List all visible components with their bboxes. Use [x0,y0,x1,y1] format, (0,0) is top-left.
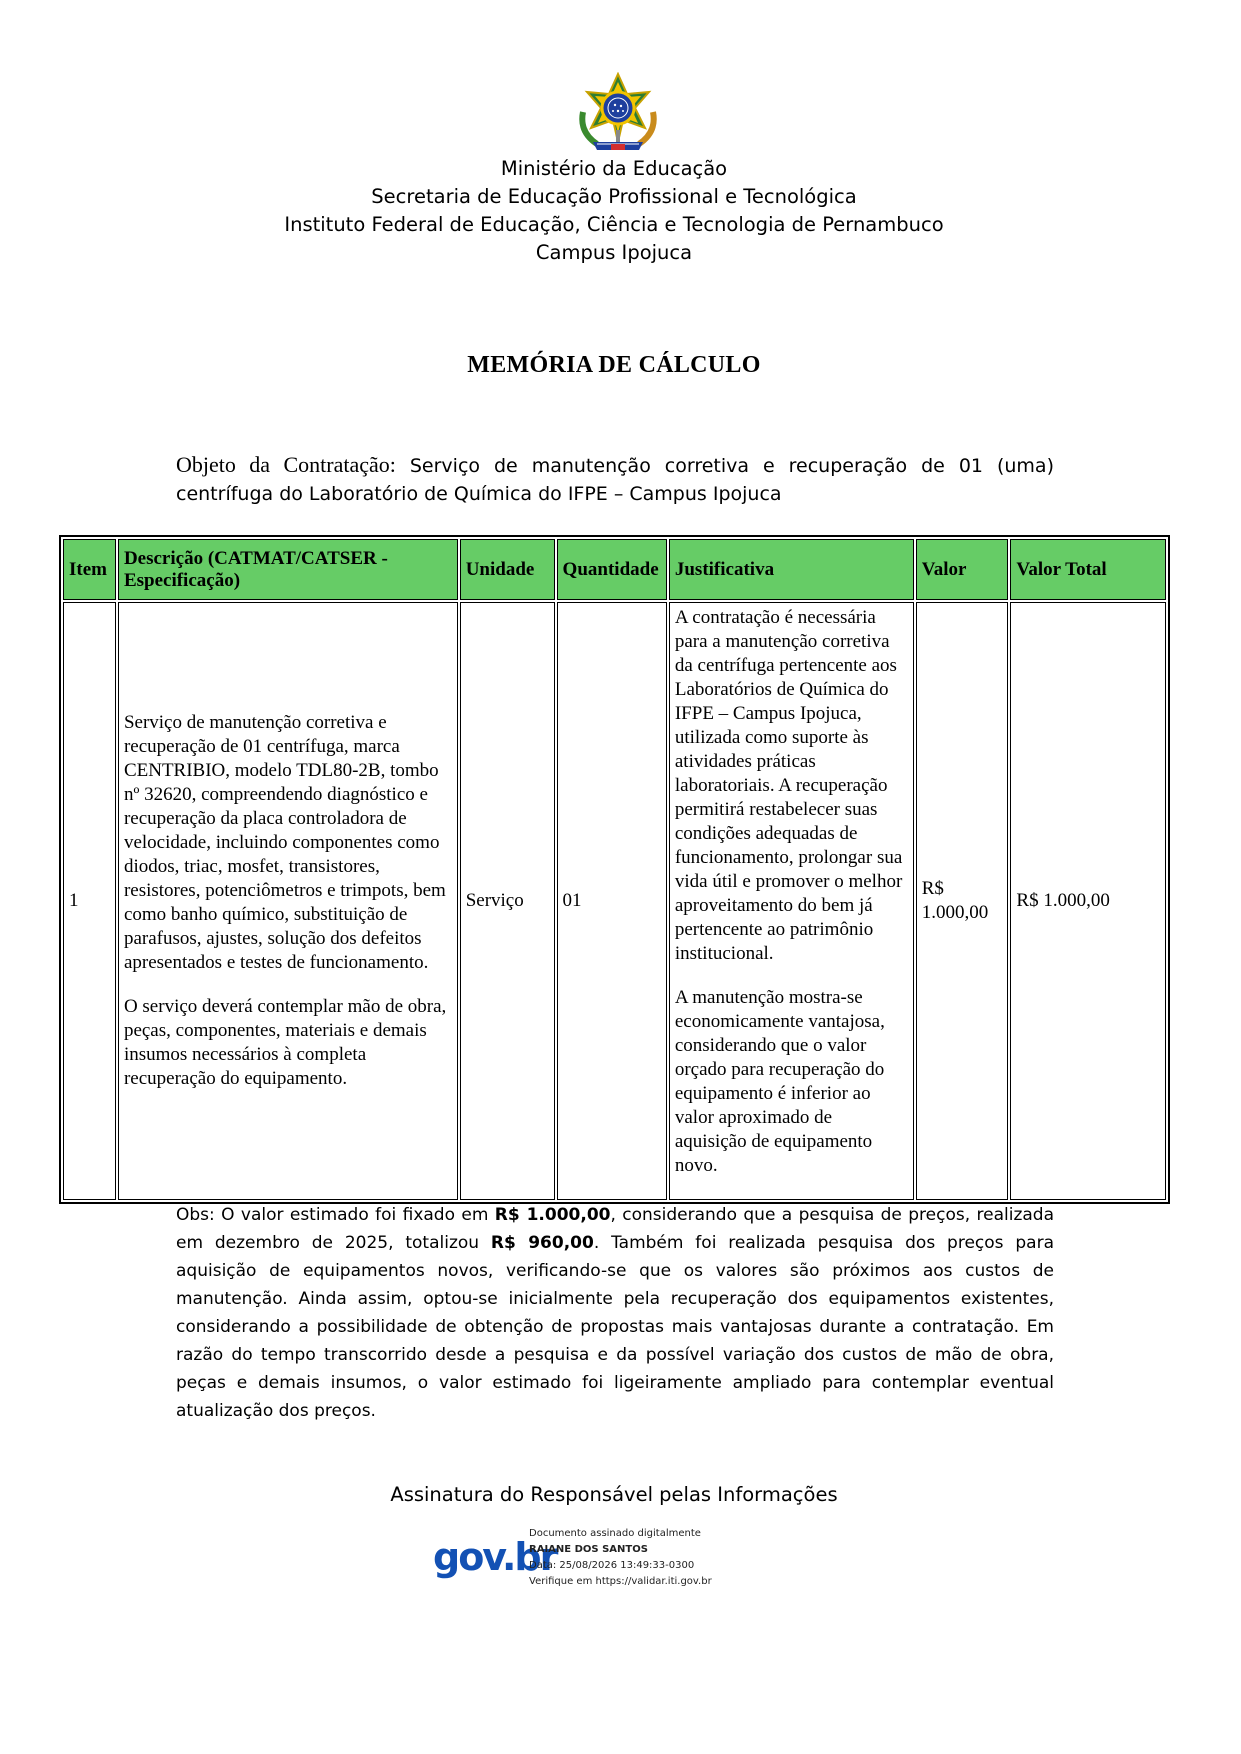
table-row [63,602,1166,1200]
cell-quantity: 01 [557,602,667,1200]
coat-of-arms-emblem [575,72,661,156]
signature-verify-link[interactable]: Verifique em https://validar.iti.gov.br [529,1576,712,1587]
table-header-row [63,539,1166,600]
cell-unit: Serviço [460,602,555,1200]
description-paragraph-2: O serviço deverá contemplar mão de obra, peças, componentes, materiais e demais insumos necessários à completa recuperação do equipamento. [123,996,447,1089]
signature-label: Assinatura do Responsável pelas Informações [390,1483,838,1506]
cell-justification [669,602,914,1200]
obs-text-3: . Também foi realizada pesquisa dos preços para aquisição de equipamentos novos, verificando-se que os valores são próximos aos custos de manutenção. Ainda assim, optou-se inicialmente pela recuperação dos equipamentos existentes, considerando a possibilidade de obtenção de propostas mais vantajosas durante a contratação. Em razão do tempo transcorrido desde a pesquisa e da possível variação dos custos de mão de obra, peças e demais insumos, o valor estimado foi ligeiramente ampliado para contemplar eventual atualização dos preços. [176,1233,1054,1421]
cell-value: R$ 1.000,00 [916,602,1009,1200]
contract-object-text: Serviço de manutenção corretiva e recuperação de 01 (uma) centrífuga do Laboratório de Química do IFPE – Campus Ipojuca [176,455,1054,505]
cell-total-value: R$ 1.000,00 [1010,602,1166,1200]
govbr-logo-gov: gov [433,1535,502,1579]
justification-paragraph-2: A manutenção mostra-se economicamente vantajosa, considerando que o valor orçado para recuperação do equipamento é inferior ao valor aproximado de aquisição de equipamento novo. [674,987,885,1176]
justification-paragraph-1: A contratação é necessária para a manutenção corretiva da centrífuga pertencente aos Laboratórios de Química do IFPE – Campus Ipojuca, utilizada como suporte às atividades práticas laboratoriais. A recuperação permitirá restabelecer suas condições adequadas de funcionamento, prolongar sua vida útil e promover o melhor aproveitamento do bem já pertencente ao patrimônio institucional. [674,607,903,964]
signer-name: RAIANE DOS SANTOS [529,1544,648,1555]
cell-description [118,602,458,1200]
col-header-justification: Justificativa [669,539,914,600]
header-institute: Instituto Federal de Educação, Ciência e Tecnologia de Pernambuco [284,213,944,236]
header-ministry: Ministério da Educação [500,157,728,180]
obs-text-2: , considerando que a pesquisa de preços, realizada em dezembro de 2025, totalizou [176,1205,1054,1253]
govbr-logo-br: .br [501,1535,557,1579]
institution-header [0,155,1228,267]
obs-estimated-value: R$ 1.000,00 [494,1205,611,1225]
col-header-quantity: Quantidade [557,539,667,600]
calculation-table [59,535,1170,1204]
observation-note [176,1201,1054,1425]
col-header-unit: Unidade [460,539,555,600]
contract-object [176,451,1054,508]
signature-date: Data: 25/08/2026 13:49:33-0300 [529,1560,695,1571]
header-campus: Campus Ipojuca [535,241,693,264]
col-header-item: Item [63,539,116,600]
digital-signature-block [529,1526,712,1590]
col-header-description: Descrição (CATMAT/CATSER - Especificação) [118,539,458,600]
col-header-value: Valor [916,539,1009,600]
header-secretariat: Secretaria de Educação Profissional e Tecnológica [371,185,857,208]
signature-caption: Documento assinado digitalmente [529,1528,701,1539]
col-header-total-value: Valor Total [1010,539,1166,600]
obs-research-value: R$ 960,00 [490,1233,594,1253]
govbr-logo [433,1535,557,1585]
document-title: MEMÓRIA DE CÁLCULO [467,352,761,378]
contract-object-label: Objeto da Contratação: [176,452,396,477]
obs-text-1: Obs: O valor estimado foi fixado em [176,1205,495,1225]
cell-item: 1 [63,602,116,1200]
description-paragraph-1: Serviço de manutenção corretiva e recuperação de 01 centrífuga, marca CENTRIBIO, modelo TDL80-2B, tombo nº 32620, compreendendo diagnóstico e recuperação da placa controladora de velocidade, incluindo componentes como diodos, triac, mosfet, transistores, resistores, potenciômetros e trimpots, bem como banho químico, substituição de parafusos, ajustes, solução dos defeitos apresentados e testes de funcionamento. [123,712,446,973]
